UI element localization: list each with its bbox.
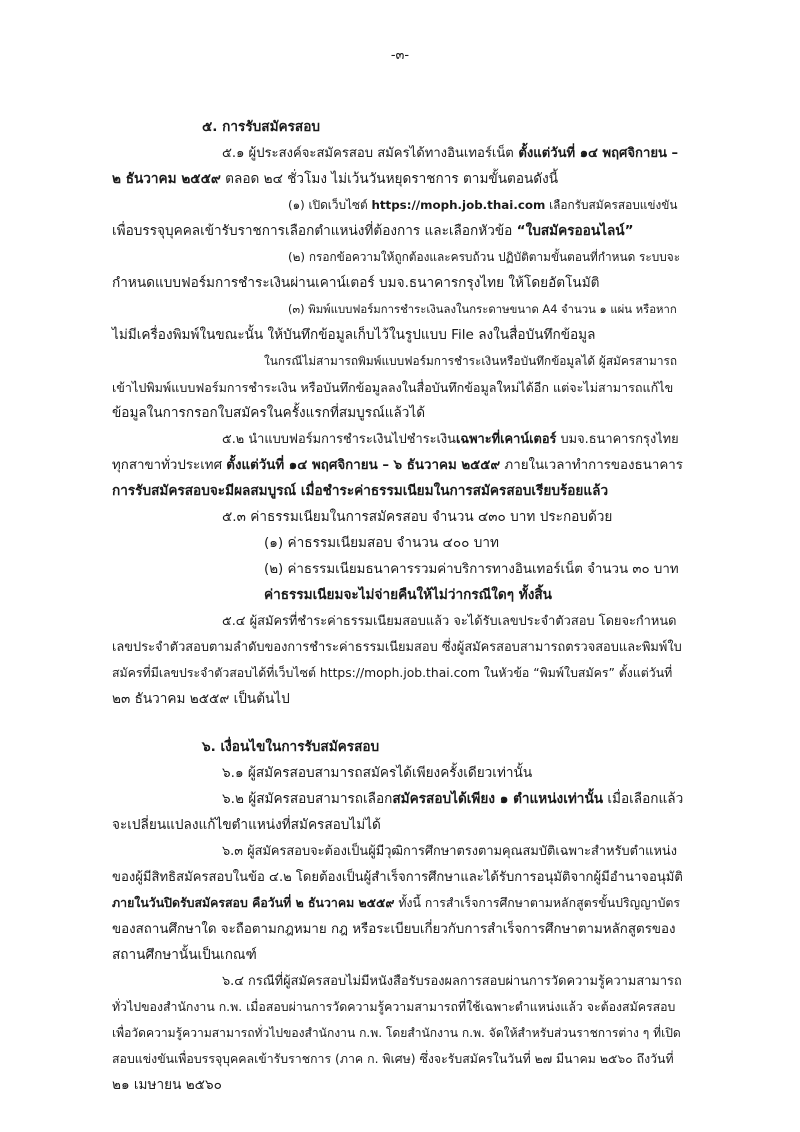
fee-non-refundable-note: ค่าธรรมเนียมจะไม่จ่ายคืนให้ไม่ว่ากรณีใดๆ ทั้งสิ้น [264,587,552,603]
step-2-line-1: (๒) กรอกข้อความให้ถูกต้องและครบถ้วน ปฏิบัติตามขั้นตอนที่กำหนด ระบบจะ [288,250,681,264]
paragraph-5-2-line-3: การรับสมัครสอบจะมีผลสมบูรณ์ เมื่อชำระค่าธรรมเนียมในการสมัครสอบเรียบร้อยแล้ว [112,483,609,499]
paragraph-6-4-line-1: ๖.๔ กรณีที่ผู้สมัครสอบไม่มีหนังสือรับรองผลการสอบผ่านการวัดความรู้ความสามารถ [222,974,682,989]
paragraph-5-4-line-3: สมัครที่มีเลขประจำตัวสอบได้ที่เว็บไซต์ https://moph.job.thai.com ในหัวข้อ “พิมพ์ใบสมัคร” ตั้งแต่วันที่ [112,666,673,680]
paragraph-5-3: ๕.๓ ค่าธรรมเนียมในการสมัครสอบ จำนวน ๔๓๐ บาท ประกอบด้วย [222,509,613,525]
website-link[interactable]: https://moph.job.thai.com [371,198,546,212]
fee-item-2: (๒) ค่าธรรมเนียมธนาคารรวมค่าบริการทางอินเทอร์เน็ต จำนวน ๓๐ บาท [264,562,679,577]
paragraph-6-2-line-2: จะเปลี่ยนแปลงแก้ไขตำแหน่งที่สมัครสอบไม่ได้ [112,817,381,833]
paragraph-6-4-line-2: ทั่วไปของสำนักงาน ก.พ. เมื่อสอบผ่านการวัดความรู้ความสามารถที่ใช้เฉพาะตำแหน่งแล้ว จะต้องสมัครสอบ [112,1000,676,1014]
text: เลือกรับสมัครสอบแข่งขัน [545,198,678,212]
text: ๕.๑ ผู้ประสงค์จะสมัครสอบ สมัครได้ทางอินเทอร์เน็ต [222,146,514,161]
paragraph-6-3-line-2: ของผู้มีสิทธิสมัครสอบในข้อ ๔.๒ โดยต้องเป็นผู้สำเร็จการศึกษาและได้รับการอนุมัติจากผู้มีอำนาจอนุมัติ [112,870,683,885]
paragraph-5-4-line-2: เลขประจำตัวสอบตามลำดับของการชำระค่าธรรมเนียมสอบ ซึ่งผู้สมัครสอบสามารถตรวจสอบและพิมพ์ใบ [112,640,682,655]
paragraph-6-4-line-3: เพื่อวัดความรู้ความสามารถทั่วไปของสำนักงาน ก.พ. โดยสำนักงาน ก.พ. จัดให้สำหรับส่วนราชการต่าง ๆ ที่เปิด [112,1026,681,1040]
paragraph-5-1-line-1 [112,144,682,170]
text: ภายในเวลาทำการของธนาคาร [500,458,683,473]
paragraph-6-1: ๖.๑ ผู้สมัครสอบสามารถสมัครได้เพียงครั้งเดียวเท่านั้น [222,765,533,781]
text: เพื่อบรรจุบุคคลเข้ารับราชการเลือกตำแหน่งที่ต้องการ และเลือกหัวข้อ [112,223,517,239]
page-number: -๓- [390,48,410,63]
bold-text: ตั้งแต่วันที่ ๑๔ พฤศจิกายน – [513,146,679,161]
paragraph-5-2-line-1 [112,430,682,456]
bold-text: ตั้งแต่วันที่ ๑๔ พฤศจิกายน – ๖ ธันวาคม ๒๕๕๙ [226,458,501,473]
bold-text: เฉพาะที่เคาน์เตอร์ [455,432,557,447]
paragraph-6-3-line-4: ของสถานศึกษาใด จะถือตามกฎหมาย กฎ หรือระเบียบเกี่ยวกับการสำเร็จการศึกษาตามหลักสูตรของ [112,922,676,937]
paragraph-6-3-line-5: สถานศึกษานั้นเป็นเกณฑ์ [112,947,257,963]
text: ๕.๒ นำแบบฟอร์มการชำระเงินไปชำระเงิน [222,432,456,447]
paragraph-6-2-line-1 [112,790,682,816]
paragraph-5-1-line-2 [112,170,682,196]
text: ทุกสาขาทั่วประเทศ [112,458,227,473]
step-1-line-1 [112,196,682,222]
paragraph-6-4-line-4: สอบแข่งขันเพื่อบรรจุบุคคลเข้ารับราชการ (ภาค ก. พิเศษ) ซึ่งจะรับสมัครในวันที่ ๒๗ มีนาคม ๒๕๖๐ ถึงวันที่ [112,1052,674,1066]
fee-item-1: (๑) ค่าธรรมเนียมสอบ จำนวน ๔๐๐ บาท [264,535,499,551]
paragraph-5-2-line-2 [112,456,682,482]
bold-text: ๒ ธันวาคม ๒๕๕๙ [112,171,221,187]
bold-text: สมัครสอบได้เพียง ๑ ตำแหน่งเท่านั้น [392,791,604,807]
document-body [112,118,682,1102]
text: บมจ.ธนาคารกรุงไทย [556,432,679,447]
text: ตลอด ๒๔ ชั่วโมง ไม่เว้นวันหยุดราชการ ตามขั้นตอนดังนี้ [220,171,559,187]
note-line-2: เข้าไปพิมพ์แบบฟอร์มการชำระเงิน หรือบันทึกข้อมูลลงในสื่อบันทึกข้อมูลใหม่ได้อีก แต่จะไม่สามารถแก้ไข [112,380,674,395]
paragraph-6-4-line-5: ๒๑ เมษายน ๒๕๖๐ [112,1077,222,1093]
paragraph-6-3-line-3 [112,894,682,920]
step-2-line-2: กำหนดแบบฟอร์มการชำระเงินผ่านเคาน์เตอร์ บมจ.ธนาคารกรุงไทย ให้โดยอัตโนมัติ [112,275,600,291]
paragraph-5-4-line-1: ๕.๔ ผู้สมัครที่ชำระค่าธรรมเนียมสอบแล้ว จะได้รับเลขประจำตัวสอบ โดยจะกำหนด [222,614,677,629]
text: (๑) เปิดเว็บไซต์ [288,198,372,212]
step-3-line-2: ไม่มีเครื่องพิมพ์ในขณะนั้น ให้บันทึกข้อมูลเก็บไว้ในรูปแบบ File ลงในสื่อบันทึกข้อมูล [112,327,596,343]
section-6-title: ๖. เงื่อนไขในการรับสมัครสอบ [202,739,380,755]
paragraph-5-4-line-4: ๒๓ ธันวาคม ๒๕๕๙ เป็นต้นไป [112,691,290,707]
text: เมื่อเลือกแล้ว [603,791,684,807]
note-line-1: ในกรณีไม่สามารถพิมพ์แบบฟอร์มการชำระเงินหรือบันทึกข้อมูลได้ ผู้สมัครสามารถ [264,354,678,368]
step-1-line-2 [112,222,682,248]
bold-text: “ใบสมัครออนไลน์” [516,223,634,239]
step-3-line-1: (๓) พิมพ์แบบฟอร์มการชำระเงินลงในกระดาษขนาด A4 จำนวน ๑ แผ่น หรือหาก [288,302,677,316]
paragraph-6-3-line-1: ๖.๓ ผู้สมัครสอบจะต้องเป็นผู้มีวุฒิการศึกษาตรงตามคุณสมบัติเฉพาะสำหรับตำแหน่ง [222,844,677,859]
bold-text: ภายในวันปิดรับสมัครสอบ คือวันที่ ๒ ธันวาคม ๒๕๕๙ [112,896,395,910]
text: ๖.๒ ผู้สมัครสอบสามารถเลือก [222,791,393,807]
section-5-title: ๕. การรับสมัครสอบ [202,119,321,135]
text: ทั้งนี้ การสำเร็จการศึกษาตามหลักสูตรขั้นปริญญาบัตร [394,896,681,910]
note-line-3: ข้อมูลในการกรอกใบสมัครในครั้งแรกที่สมบูรณ์แล้วได้ [112,405,426,421]
